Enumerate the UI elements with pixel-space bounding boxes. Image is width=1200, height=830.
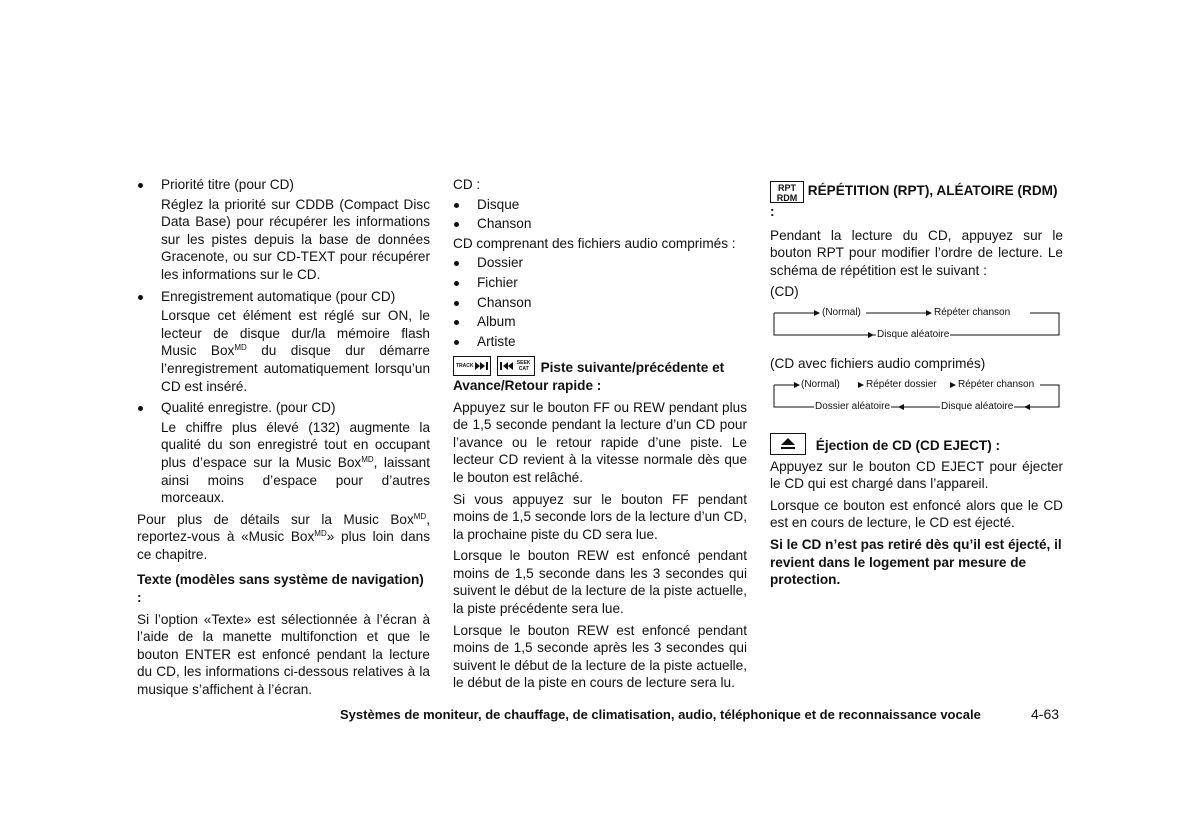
item-description: Le chiffre plus élevé (132) augmente la qualité du son enregistré tout en occupant plus d’espace sur la Music Box$^{MD}$, laissant ainsi moins d’espace pour d’autres morceaux.	[161, 419, 430, 506]
column-left	[137, 176, 430, 703]
diagram-label-normal: (Normal)	[822, 306, 861, 318]
list-item: Disque	[453, 196, 747, 214]
list-item	[137, 176, 430, 194]
diagram-label-disc-random: Disque aléatoire	[877, 328, 950, 340]
repeat-diagram-cd	[770, 305, 1063, 349]
list-item: Chanson	[453, 294, 747, 312]
list-item: Dossier	[453, 254, 747, 272]
list-item: Album	[453, 313, 747, 331]
list-item: Fichier	[453, 274, 747, 292]
track-heading-row	[453, 356, 747, 394]
cd-label: (CD)	[770, 284, 799, 300]
paragraph: Lorsque le bouton REW est enfoncé pendant moins de 1,5 seconde dans les 3 secondes qui suivent le début de la lecture de la piste actuelle, la piste précédente sera lue.	[453, 548, 747, 617]
section-heading: RÉPÉTITION (RPT), ALÉATOIRE (RDM) :	[770, 183, 1058, 219]
section-heading: Texte (modèles sans système de navigation) :	[137, 572, 424, 606]
diagram-label-folder-random: Dossier aléatoire	[815, 400, 891, 412]
diagram-label-normal: (Normal)	[801, 378, 840, 390]
diagram-label-disc-random: Disque aléatoire	[941, 400, 1014, 412]
item-description: Lorsque cet élément est réglé sur ON, le lecteur de disque dur/la mémoire flash Music Box$^{MD}$ du disque dur démarre l’enregistrement automatiquement lorsqu’un CD est inséré.	[161, 308, 430, 394]
column-right	[770, 176, 1063, 593]
cd-audio-label: CD comprenant des fichiers audio comprimés :	[453, 235, 736, 251]
paragraph: Lorsque le bouton REW est enfoncé pendant moins de 1,5 seconde après les 3 secondes qui suivent le début de la lecture de la piste actuelle, le début de la piste en cours de lecture sera lu.	[453, 622, 747, 691]
seek-previous-button-icon: SEEK CAT	[497, 356, 535, 376]
list-item	[137, 288, 430, 306]
paragraph: Pendant la lecture du CD, appuyez sur le bouton RPT pour modifier l’ordre de lecture. Le schéma de répétition est le suivant :	[770, 227, 1063, 278]
cd-audio-label: (CD avec fichiers audio comprimés)	[770, 355, 986, 371]
rpt-rdm-button-icon: RPT RDM	[770, 181, 804, 203]
paragraph: Si vous appuyez sur le bouton FF pendant moins de 1,5 seconde lors de la lecture d’un CD, la prochaine piste du CD sera lue.	[453, 491, 747, 542]
column-middle	[453, 176, 747, 696]
eject-heading-row	[770, 433, 1063, 455]
repeat-diagram-compressed	[770, 377, 1063, 421]
item-title: Qualité enregistre. (pour CD)	[161, 400, 336, 416]
track-next-button-icon: TRACK	[453, 356, 491, 376]
warning-text: Si le CD n’est pas retiré dès qu’il est éjecté, il revient dans le logement par mesure de protection.	[770, 536, 1062, 588]
footer-title: Systèmes de moniteur, de chauffage, de climatisation, audio, téléphonique et de reconnaissance vocale	[340, 707, 981, 722]
cd-label: CD :	[453, 177, 481, 192]
section-heading: Éjection de CD (CD EJECT) :	[815, 437, 1001, 453]
list-item: Chanson	[453, 215, 747, 233]
list-item: Artiste	[453, 333, 747, 351]
paragraph: Si l’option «Texte» est sélectionnée à l’écran à l’aide de la manette multifonction et que le bouton ENTER est enfoncé pendant la lecture du CD, les informations ci-dessous relatives à la musique s’affichent à l’écran.	[137, 611, 430, 698]
diagram-label-repeat-folder: Répéter dossier	[866, 378, 937, 390]
page-number: 4-63	[1031, 706, 1060, 722]
diagram-label-repeat-song: Répéter chanson	[958, 378, 1035, 390]
paragraph: Appuyez sur le bouton CD EJECT pour éjecter le CD qui est chargé dans l’appareil.	[770, 458, 1063, 492]
paragraph: Appuyez sur le bouton FF ou REW pendant plus de 1,5 seconde pendant la lecture d’un CD pour l’avance ou le retour rapide d’une piste. Le lecteur CD revient à la vitesse normale dès que le bouton est relâché.	[453, 399, 747, 485]
list-item	[137, 399, 430, 417]
eject-icon	[770, 433, 806, 455]
item-title: Enregistrement automatique (pour CD)	[161, 288, 396, 304]
rpt-heading-row	[770, 181, 1063, 221]
diagram-label-repeat-song: Répéter chanson	[934, 306, 1011, 318]
paragraph: Pour plus de détails sur la Music Box$^{MD}$, reportez-vous à «Music Box$^{MD}$» plus loin dans ce chapitre.	[137, 511, 430, 562]
item-description: Réglez la priorité sur CDDB (Compact Disc Data Base) pour récupérer les informations sur les pistes depuis la base de données Gracenote, ou sur CD-TEXT pour récupérer les informations sur le CD.	[161, 196, 430, 282]
section-heading: Piste suivante/précédente et Avance/Retour rapide :	[453, 360, 725, 393]
paragraph: Lorsque ce bouton est enfoncé alors que le CD est en cours de lecture, le CD est éjecté.	[770, 497, 1063, 531]
item-title: Priorité titre (pour CD)	[161, 177, 294, 192]
